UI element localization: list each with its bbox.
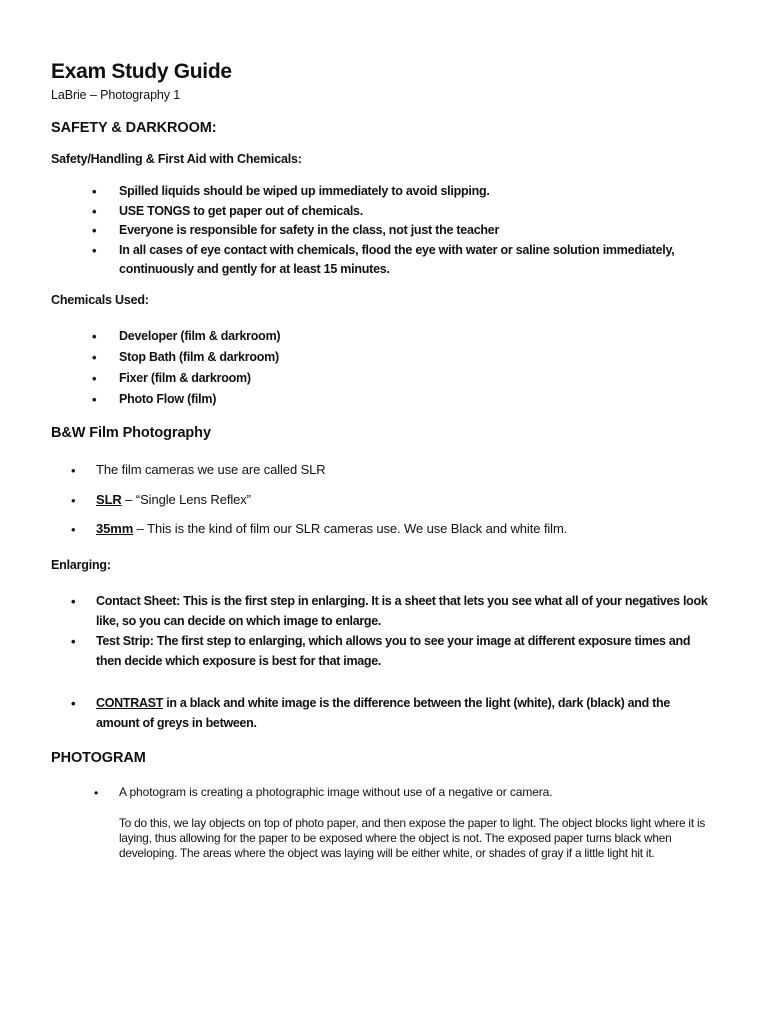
list-item: • CONTRAST in a black and white image is the difference between the light (white), dark (black) and the amount of greys in between.: [71, 696, 670, 730]
safety-list: [92, 182, 719, 280]
chemicals-heading: Chemicals Used:: [51, 293, 149, 307]
photogram-heading: PHOTOGRAM: [51, 750, 146, 766]
bullet-icon: •: [71, 463, 76, 478]
bullet-icon: •: [92, 184, 97, 199]
bullet-icon: •: [92, 371, 97, 386]
bullet-icon: •: [71, 696, 76, 711]
bullet-icon: •: [92, 223, 97, 238]
list-item: • Contact Sheet: This is the first step in enlarging. It is a sheet that lets you see what all of your negatives look like, so you can decide on which image to enlarge.: [71, 594, 708, 628]
list-item: • In all cases of eye contact with chemicals, flood the eye with water or saline solution immediately, continuously and gently for at least 15 minutes.: [92, 242, 675, 276]
35mm-term: 35mm: [96, 521, 134, 536]
list-item: • Test Strip: The first step to enlarging, which allows you to see your image at different exposure times and then decide which exposure is best for that image.: [71, 634, 691, 668]
page-subtitle: LaBrie – Photography 1: [51, 88, 181, 102]
bullet-icon: •: [92, 392, 97, 407]
list-item: • The film cameras we use are called SLR: [71, 462, 326, 478]
enlarging-heading: Enlarging:: [51, 558, 111, 572]
safety-heading: SAFETY & DARKROOM:: [51, 120, 217, 136]
film-heading: B&W Film Photography: [51, 425, 211, 441]
bullet-icon: •: [92, 329, 97, 344]
list-item: • Developer (film & darkroom): [92, 329, 281, 344]
test-strip-term: Test Strip:: [96, 634, 154, 648]
list-item: • 35mm – This is the kind of film our SLR cameras use. We use Black and white film.: [71, 521, 568, 537]
bullet-icon: •: [71, 634, 76, 649]
page-title: Exam Study Guide: [51, 60, 232, 83]
bullet-icon: •: [92, 203, 97, 219]
bullet-icon: •: [92, 350, 97, 365]
list-item: • Everyone is responsible for safety in the class, not just the teacher: [92, 223, 500, 238]
list-item: • USE TONGS to get paper out of chemicals.: [92, 203, 363, 219]
chemicals-list: [92, 326, 619, 410]
enlarging-list: [71, 591, 716, 671]
safety-subheading: Safety/Handling & First Aid with Chemicals:: [51, 152, 302, 166]
bullet-icon: •: [94, 786, 99, 800]
photogram-paragraph: To do this, we lay objects on top of photo paper, and then expose the paper to light. The object blocks light where it is laying, thus allowing for the paper to be exposed where the object is not. The exposed paper turns black when developing. The areas where the object was laying will be either white, or shades of gray if a little light hit it.: [119, 816, 706, 861]
bullet-icon: •: [71, 594, 76, 609]
contrast-list: [71, 693, 716, 733]
list-item: • Spilled liquids should be wiped up immediately to avoid slipping.: [92, 184, 490, 199]
list-item: • Photo Flow (film): [92, 392, 217, 407]
bullet-icon: •: [71, 492, 76, 508]
list-item: • Fixer (film & darkroom): [92, 371, 251, 386]
photogram-definition: A photogram is creating a photographic image without use of a negative or camera.: [119, 785, 553, 799]
slr-term: SLR: [96, 491, 122, 507]
contrast-term: CONTRAST: [96, 696, 164, 710]
bullet-icon: •: [71, 522, 76, 537]
list-item: • Stop Bath (film & darkroom): [92, 350, 279, 365]
bullet-icon: •: [92, 242, 97, 258]
list-item: • SLR – “Single Lens Reflex”: [71, 491, 251, 508]
film-list: [71, 461, 716, 550]
contact-sheet-term: Contact Sheet:: [96, 594, 181, 608]
